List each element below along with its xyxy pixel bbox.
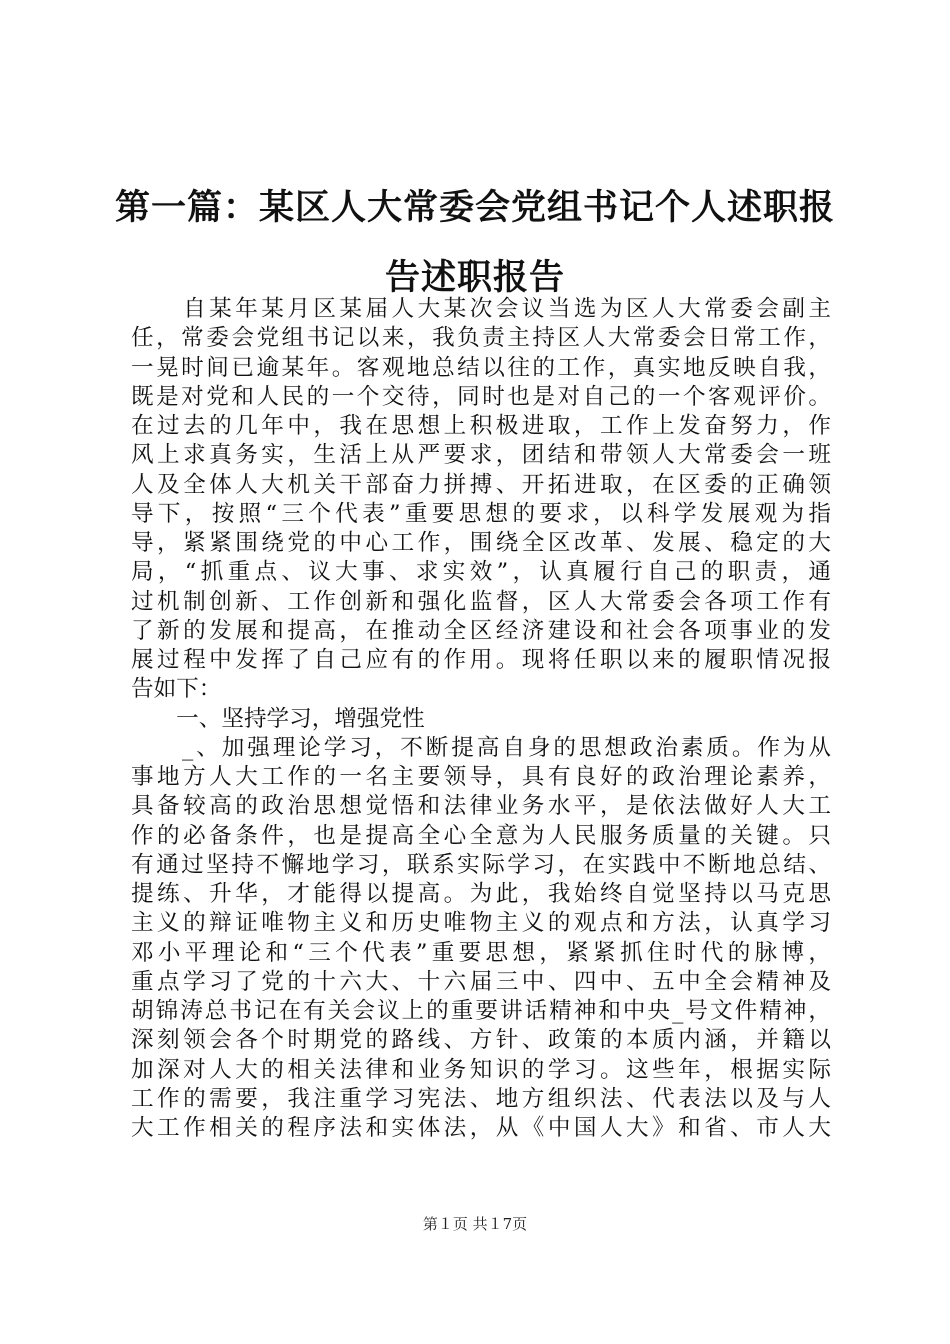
- body-line: 重点学习了党的十六大、十六届三中、四中、五中全会精神及: [131, 968, 831, 995]
- body-line: 过机制创新、工作创新和强化监督，区人大常委会各项工作有: [131, 588, 831, 615]
- body-line: 一晃时间已逾某年。客观地总结以往的工作，真实地反映自我，: [131, 354, 831, 381]
- body-line: 人及全体人大机关干部奋力拼搏、开拓进取，在区委的正确领: [131, 471, 831, 498]
- body-line: 局，“抓重点、议大事、求实效”，认真履行自己的职责，通: [131, 559, 831, 586]
- body-line: 主义的辩证唯物主义和历史唯物主义的观点和方法，认真学习: [131, 910, 831, 937]
- body-line: 具备较高的政治思想觉悟和法律业务水平，是依法做好人大工: [131, 793, 831, 820]
- page-footer: 第１页 共１7页: [422, 1215, 528, 1233]
- body-line: 加深对人大的相关法律和业务知识的学习。这些年，根据实际: [131, 1056, 831, 1083]
- body-line: 大工作相关的程序法和实体法，从《中国人大》和省、市人大: [131, 1115, 831, 1141]
- body-line: 了新的发展和提高，在推动全区经济建设和社会各项事业的发: [131, 617, 831, 644]
- body-line: _、加强理论学习，不断提高自身的思想政治素质。作为从: [131, 734, 831, 761]
- body-line: 有通过坚持不懈地学习，联系实际学习，在实践中不断地总结、: [131, 851, 831, 878]
- body-line: 深刻领会各个时期党的路线、方针、政策的本质内涵，并籍以: [131, 1027, 831, 1054]
- body-line: 任，常委会党组书记以来，我负责主持区人大常委会日常工作，: [131, 325, 831, 352]
- body-line: 作的必备条件，也是提高全心全意为人民服务质量的关键。只: [131, 822, 831, 849]
- body-line: 一、坚持学习，增强党性: [131, 705, 425, 732]
- document-title-line-2: 告述职报告: [384, 257, 565, 298]
- body-line: 告如下：: [131, 676, 222, 703]
- document-title-line-1: 第一篇：某区人大常委会党组书记个人述职报: [114, 187, 835, 228]
- body-line: 胡锦涛总书记在有关会议上的重要讲话精神和中央_号文件精神，: [131, 998, 831, 1024]
- body-line: 风上求真务实，生活上从严要求，团结和带领人大常委会一班: [131, 442, 831, 469]
- body-line: 导，紧紧围绕党的中心工作，围绕全区改革、发展、稳定的大: [131, 530, 831, 556]
- body-line: 工作的需要，我注重学习宪法、地方组织法、代表法以及与人: [131, 1085, 831, 1112]
- body-line: 展过程中发挥了自己应有的作用。现将任职以来的履职情况报: [131, 647, 831, 673]
- body-line: 自某年某月区某届人大某次会议当选为区人大常委会副主: [131, 296, 831, 322]
- body-line: 在过去的几年中，我在思想上积极进取，工作上发奋努力，作: [131, 413, 831, 439]
- body-line: 邓小平理论和“三个代表”重要思想，紧紧抓住时代的脉博，: [131, 939, 831, 966]
- body-line: 提练、升华，才能得以提高。为此，我始终自觉坚持以马克思: [131, 881, 831, 907]
- body-line: 导下，按照“三个代表”重要思想的要求，以科学发展观为指: [131, 500, 831, 527]
- body-line: 既是对党和人民的一个交待，同时也是对自己的一个客观评价。: [131, 383, 831, 410]
- body-line: 事地方人大工作的一名主要领导，具有良好的政治理论素养，: [131, 764, 831, 790]
